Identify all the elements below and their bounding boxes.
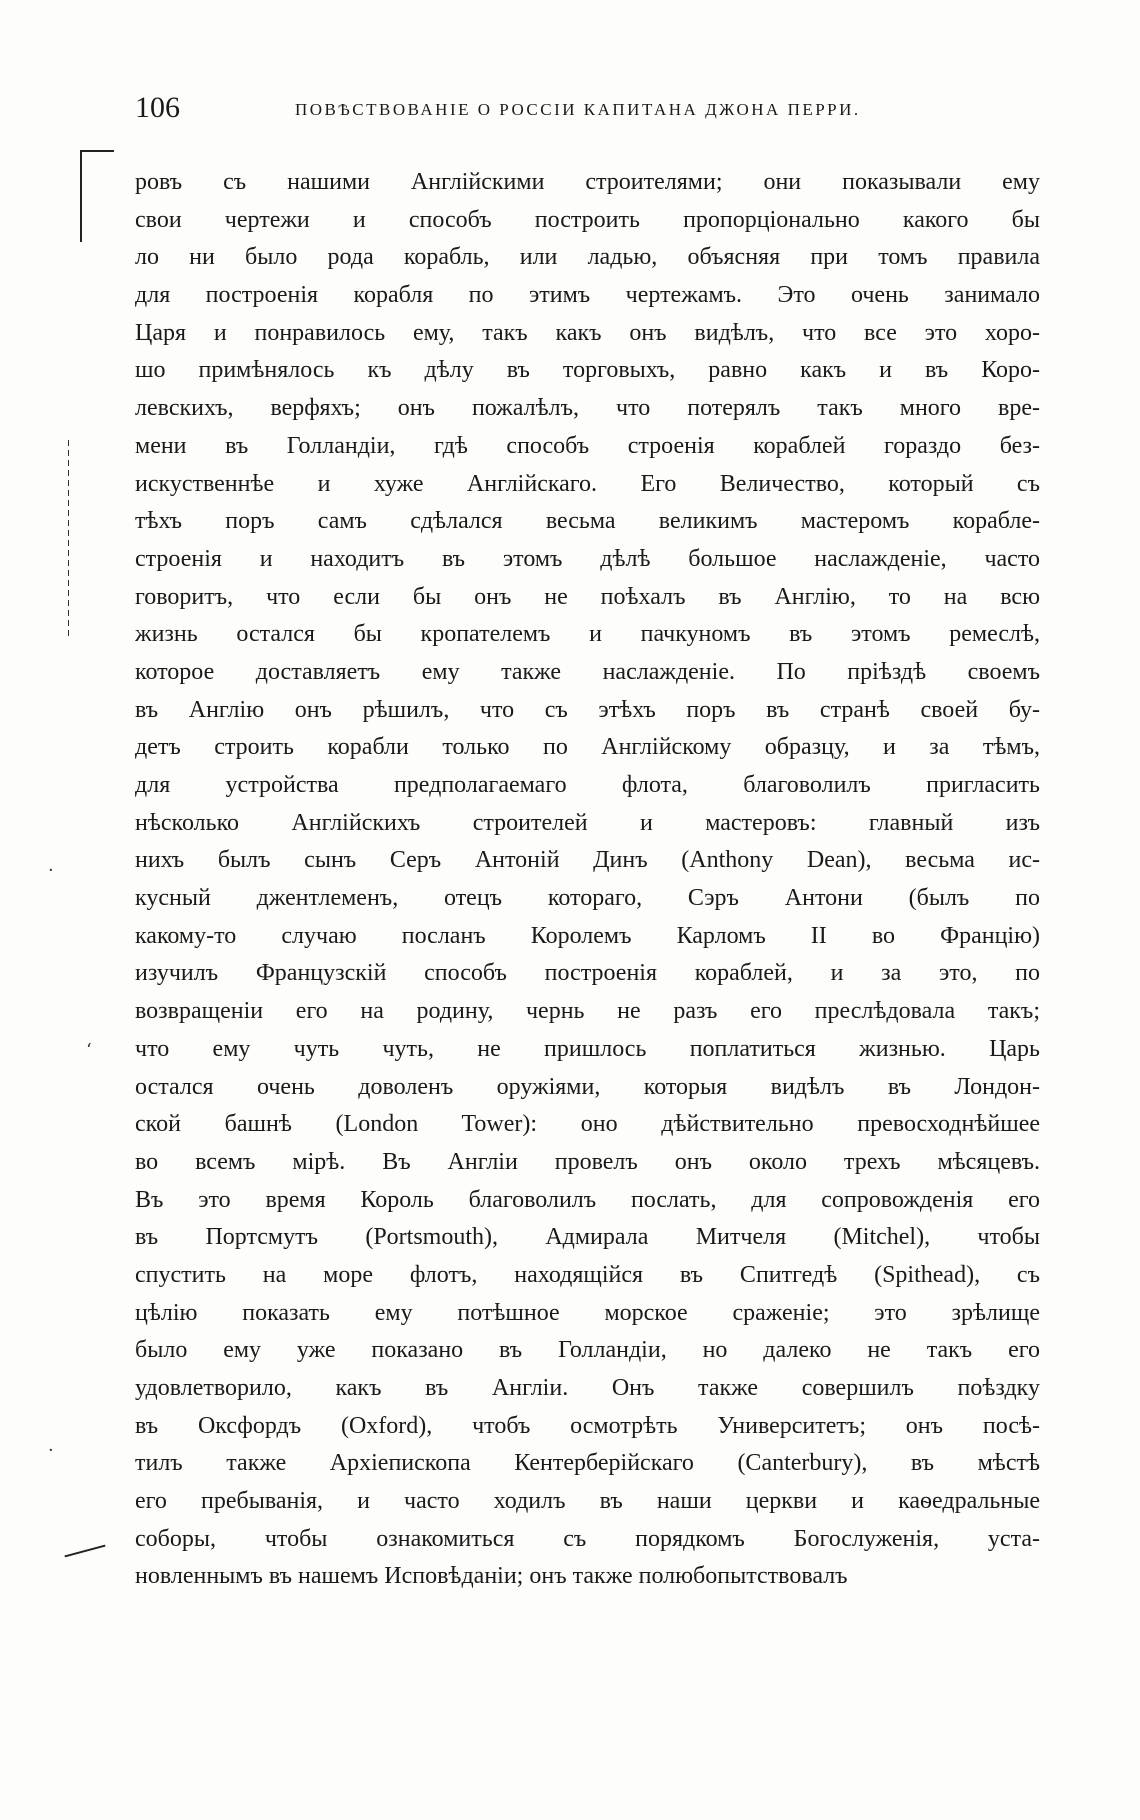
text-line: Царя и понравилось ему, такъ какъ онъ видѣлъ, что все это хоро- bbox=[135, 319, 1040, 346]
text-line: ской башнѣ (London Tower): оно дѣйствительно превосходнѣйшее bbox=[135, 1111, 1040, 1138]
text-line: жизнь остался бы кропателемъ и пачкуномъ въ этомъ ремеслѣ, bbox=[135, 621, 1040, 648]
text-line: новленнымъ въ нашемъ Исповѣданіи; онъ также полюбопытствовалъ bbox=[135, 1563, 848, 1590]
text-line: въ Оксфордъ (Oxford), чтобъ осмотрѣть Университетъ; онъ посѣ- bbox=[135, 1412, 1040, 1439]
text-line: свои чертежи и способъ построить пропорціонально какого бы bbox=[135, 206, 1040, 233]
text-line: его пребыванія, и часто ходилъ въ наши церкви и каѳедральные bbox=[135, 1488, 1040, 1515]
text-line: Въ это время Король благоволилъ послать, для сопровожденія его bbox=[135, 1186, 1040, 1213]
margin-bracket-mark bbox=[80, 150, 114, 242]
text-line: шо примѣнялось къ дѣлу въ торговыхъ, равно какъ и въ Коро- bbox=[135, 357, 1040, 384]
text-line: какому-то случаю посланъ Королемъ Карломъ II во Францію) bbox=[135, 922, 1040, 949]
text-line: что ему чуть чуть, не пришлось поплатиться жизнью. Царь bbox=[135, 1035, 1040, 1062]
page-header bbox=[135, 88, 1040, 128]
text-line: въ Портсмутъ (Portsmouth), Адмирала Митчеля (Mitchel), чтобы bbox=[135, 1224, 1040, 1251]
body-text bbox=[135, 164, 1040, 1596]
text-line: удовлетворило, какъ въ Англіи. Онъ также совершилъ поѣздку bbox=[135, 1375, 1040, 1401]
text-line: тѣхъ поръ самъ сдѣлался весьма великимъ мастеромъ корабле- bbox=[135, 508, 1040, 535]
text-line: тилъ также Архіепископа Кентерберійскаго (Canterbury), въ мѣстѣ bbox=[135, 1450, 1040, 1477]
text-line: левскихъ, верфяхъ; онъ пожалѣлъ, что потерялъ такъ много вре- bbox=[135, 395, 1040, 422]
text-line: для построенія корабля по этимъ чертежамъ. Это очень занимало bbox=[135, 282, 1040, 309]
margin-dot-mark: · bbox=[48, 1440, 54, 1461]
text-line: говоритъ, что если бы онъ не поѣхалъ въ Англію, то на всю bbox=[135, 583, 1040, 610]
text-line: цѣлію показать ему потѣшное морское сраженіе; это зрѣлище bbox=[135, 1299, 1040, 1326]
text-line: остался очень доволенъ оружіями, которыя видѣлъ въ Лондон- bbox=[135, 1073, 1040, 1100]
text-line: ровъ съ нашими Англійскими строителями; они показывали ему bbox=[135, 169, 1040, 195]
text-line: въ Англію онъ рѣшилъ, что съ этѣхъ поръ въ странѣ своей бу- bbox=[135, 696, 1040, 723]
text-line: кусный джентлеменъ, отецъ котораго, Сэръ Антони (былъ по bbox=[135, 885, 1040, 912]
text-line: соборы, чтобы ознакомиться съ порядкомъ Богослуженія, уста- bbox=[135, 1525, 1040, 1552]
margin-tick-mark: ʻ bbox=[86, 1040, 92, 1061]
text-line: которое доставляетъ ему также наслажденіе. По пріѣздѣ своемъ bbox=[135, 658, 1040, 685]
text-line: изучилъ Французскій способъ построенія кораблей, и за это, по bbox=[135, 960, 1040, 987]
text-line: для устройства предполагаемаго флота, благоволилъ пригласить bbox=[135, 772, 1040, 798]
page-number: 106 bbox=[135, 91, 180, 124]
text-line: искуственнѣе и хуже Англійскаго. Его Величество, который съ bbox=[135, 470, 1040, 497]
text-line: ло ни было рода корабль, или ладью, объясняя при томъ правила bbox=[135, 244, 1040, 271]
text-line: нихъ былъ сынъ Серъ Антоній Динъ (Anthony Dean), весьма ис- bbox=[135, 847, 1040, 874]
text-line: было ему уже показано въ Голландіи, но далеко не такъ его bbox=[135, 1337, 1040, 1364]
text-line: детъ строить корабли только по Англійскому образцу, и за тѣмъ, bbox=[135, 734, 1040, 761]
text-line: спустить на море флотъ, находящійся въ Спитгедѣ (Spithead), съ bbox=[135, 1261, 1040, 1288]
margin-dot-mark: · bbox=[48, 860, 54, 881]
margin-pencil-stroke bbox=[64, 1545, 105, 1558]
text-line: мени въ Голландіи, гдѣ способъ строенія кораблей гораздо без- bbox=[135, 432, 1040, 459]
running-title: ПОВѢСТВОВАНІЕ О РОССІИ КАПИТАНА ДЖОНА ПЕРРИ. bbox=[295, 100, 861, 119]
text-line: нѣсколько Англійскихъ строителей и мастеровъ: главный изъ bbox=[135, 809, 1040, 836]
text-line: возвращеніи его на родину, чернь не разъ его преслѣдовала такъ; bbox=[135, 998, 1040, 1025]
margin-pencil-rule bbox=[68, 440, 69, 640]
text-line: строенія и находитъ въ этомъ дѣлѣ большое наслажденіе, часто bbox=[135, 545, 1040, 572]
text-line: во всемъ мірѣ. Въ Англіи провелъ онъ около трехъ мѣсяцевъ. bbox=[135, 1148, 1040, 1175]
